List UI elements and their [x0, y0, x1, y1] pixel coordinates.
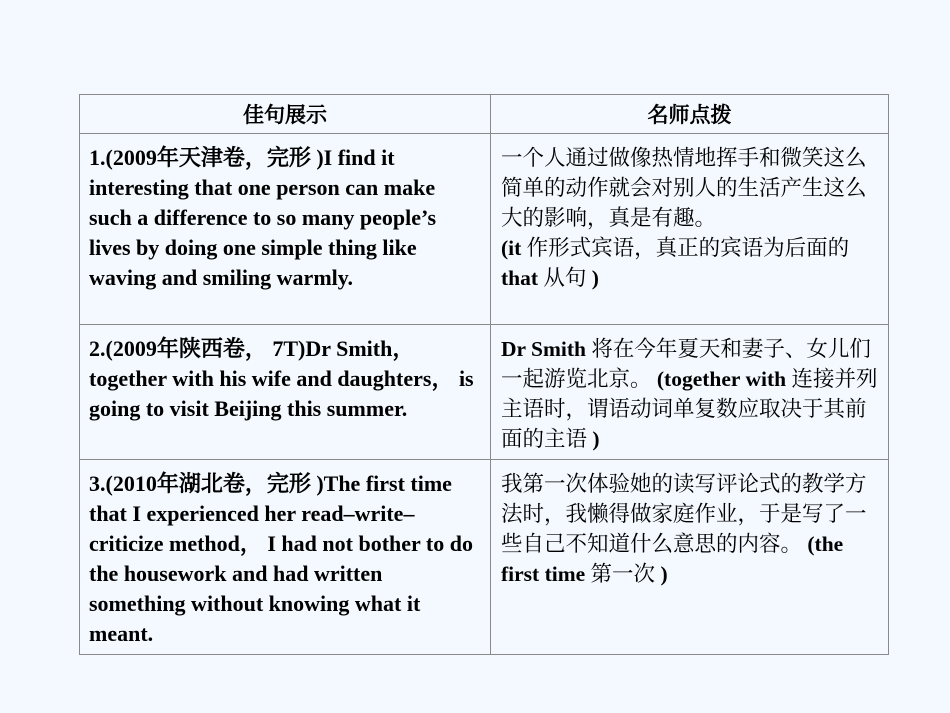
header-comments: 名师点拨: [491, 95, 889, 134]
comment-cell-3: 我第一次体验她的读写评论式的教学方法时，我懒得做家庭作业，于是写了一些自己不知道什么意思的内容。 (the first time 第一次 ): [491, 460, 889, 655]
sentence-cell-3: 3.(2010年湖北卷，完形 )The first time that I experienced her read–write–criticize method， I had not bother to do the housework and had written something without knowing what it meant.: [80, 460, 491, 655]
table-row: [80, 460, 889, 655]
header-sentences: 佳句展示: [80, 95, 491, 134]
sentence-cell-2: 2.(2009年陕西卷， 7T)Dr Smith， together with his wife and daughters， is going to visit Beijing this summer.: [80, 325, 491, 460]
table-row: [80, 325, 889, 460]
table-row: [80, 134, 889, 325]
sentence-cell-1: 1.(2009年天津卷，完形 )I find it interesting that one person can make such a difference to so many people’s lives by doing one simple thing like waving and smiling warmly.: [80, 134, 491, 325]
comment-cell-1: 一个人通过做像热情地挥手和微笑这么简单的动作就会对别人的生活产生这么大的影响，真是有趣。 (it 作形式宾语，真正的宾语为后面的 that 从句 ): [491, 134, 889, 325]
comment-cell-2: Dr Smith 将在今年夏天和妻子、女儿们一起游览北京。 (together with 连接并列主语时，谓语动词单复数应取决于其前面的主语 ): [491, 325, 889, 460]
table-header-row: [80, 95, 889, 134]
sentence-table: [79, 94, 889, 655]
